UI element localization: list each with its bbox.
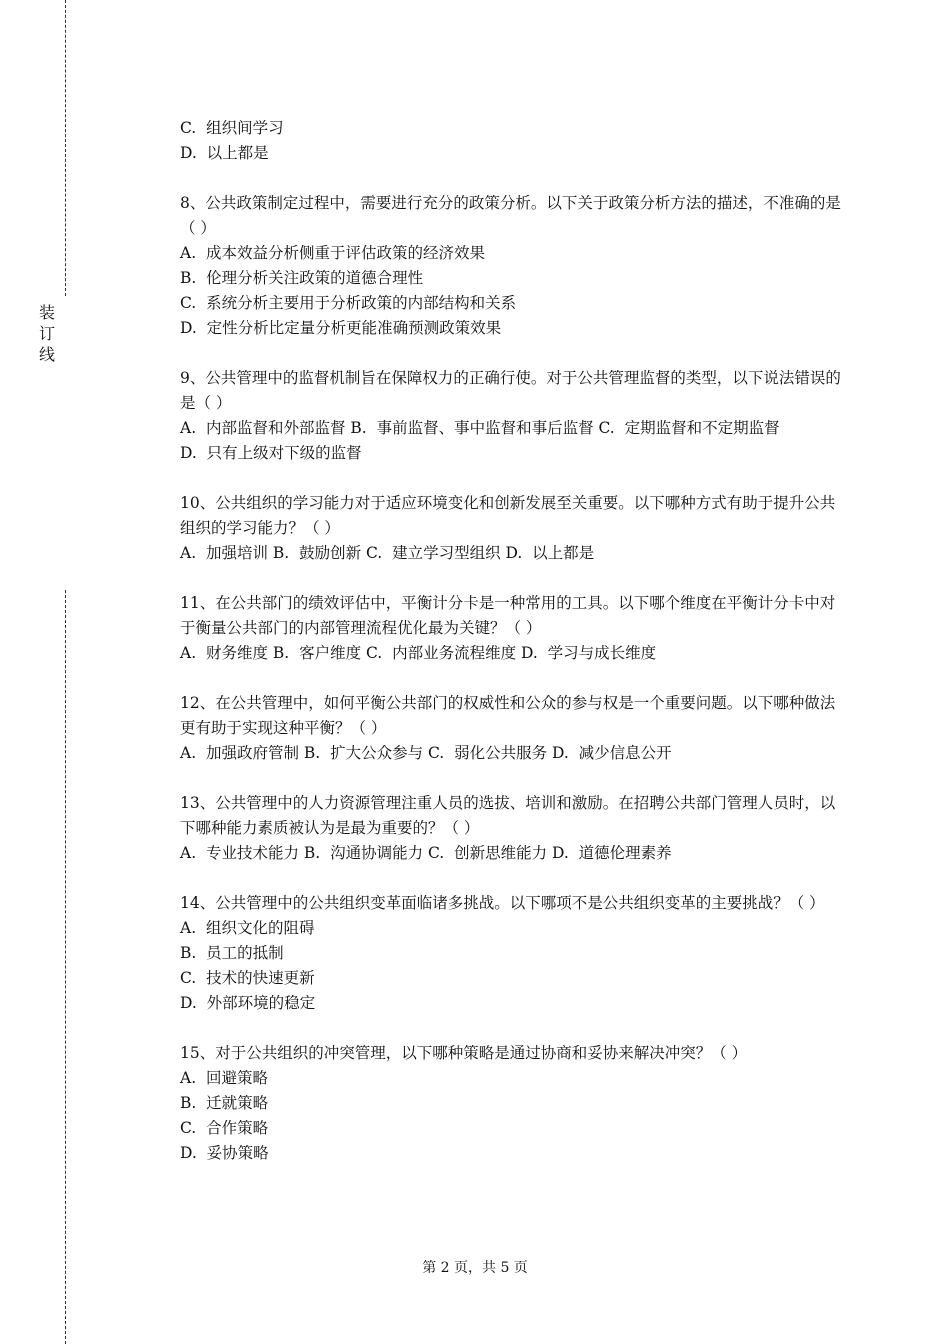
option: C. 组织间学习	[180, 119, 284, 137]
question-stem: 13、公共管理中的人力资源管理注重人员的选拔、培训和激励。在招聘公共部门管理人员时，以下哪种能力素质被认为是最为重要的？（ ）	[180, 794, 836, 837]
binding-dashed-line-bottom	[65, 590, 66, 1344]
question-stem: 8、公共政策制定过程中，需要进行充分的政策分析。以下关于政策分析方法的描述，不准确的是（ ）	[180, 194, 841, 237]
option: A. 成本效益分析侧重于评估政策的经济效果	[180, 244, 485, 262]
option: A. 内部监督和外部监督 B. 事前监督、事中监督和事后监督 C. 定期监督和不定期监督	[180, 419, 780, 437]
question-stem: 10、公共组织的学习能力对于适应环境变化和创新发展至关重要。以下哪种方式有助于提升公共组织的学习能力？（ ）	[180, 494, 836, 537]
question-15	[180, 1041, 845, 1166]
option: D. 只有上级对下级的监督	[180, 444, 362, 462]
carryover-options	[180, 116, 845, 166]
question-12	[180, 691, 845, 766]
option: C. 系统分析主要用于分析政策的内部结构和关系	[180, 294, 517, 312]
option: D. 以上都是	[180, 144, 269, 162]
binding-char: 线	[38, 345, 55, 364]
option: A. 组织文化的阻碍	[180, 919, 315, 937]
option: A. 财务维度 B. 客户维度 C. 内部业务流程维度 D. 学习与成长维度	[180, 644, 657, 662]
page-footer: 第 2 页，共 5 页	[422, 1260, 528, 1276]
option: B. 伦理分析关注政策的道德合理性	[180, 269, 424, 287]
question-8	[180, 191, 845, 341]
question-9	[180, 366, 845, 466]
question-13	[180, 791, 845, 866]
question-11	[180, 591, 845, 666]
question-stem: 15、对于公共组织的冲突管理，以下哪种策略是通过协商和妥协来解决冲突？（ ）	[180, 1044, 748, 1062]
option: A. 加强政府管制 B. 扩大公众参与 C. 弱化公共服务 D. 减少信息公开	[180, 744, 672, 762]
option: A. 加强培训 B. 鼓励创新 C. 建立学习型组织 D. 以上都是	[180, 544, 595, 562]
question-14	[180, 891, 845, 1016]
question-stem: 9、公共管理中的监督机制旨在保障权力的正确行使。对于公共管理监督的类型，以下说法错误的是（ ）	[180, 369, 841, 412]
option: D. 外部环境的稳定	[180, 994, 316, 1012]
question-stem: 14、公共管理中的公共组织变革面临诸多挑战。以下哪项不是公共组织变革的主要挑战？（ ）	[180, 894, 825, 912]
question-stem: 12、在公共管理中，如何平衡公共部门的权威性和公众的参与权是一个重要问题。以下哪种做法更有助于实现这种平衡？（ ）	[180, 694, 836, 737]
option: A. 回避策略	[180, 1069, 268, 1087]
question-stem: 11、在公共部门的绩效评估中，平衡计分卡是一种常用的工具。以下哪个维度在平衡计分卡中对于衡量公共部门的内部管理流程优化最为关键？（ ）	[180, 594, 836, 637]
option: C. 技术的快速更新	[180, 969, 315, 987]
question-content	[180, 116, 845, 1166]
option: C. 合作策略	[180, 1119, 269, 1137]
binding-dashed-line-top	[65, 0, 66, 296]
question-10	[180, 491, 845, 566]
binding-char: 装	[38, 303, 55, 322]
option: D. 妥协策略	[180, 1144, 269, 1162]
option: B. 员工的抵制	[180, 944, 284, 962]
option: D. 定性分析比定量分析更能准确预测政策效果	[180, 319, 502, 337]
binding-label	[36, 302, 58, 365]
binding-char: 订	[38, 324, 55, 343]
option: B. 迁就策略	[180, 1094, 269, 1112]
option: A. 专业技术能力 B. 沟通协调能力 C. 创新思维能力 D. 道德伦理素养	[180, 844, 672, 862]
